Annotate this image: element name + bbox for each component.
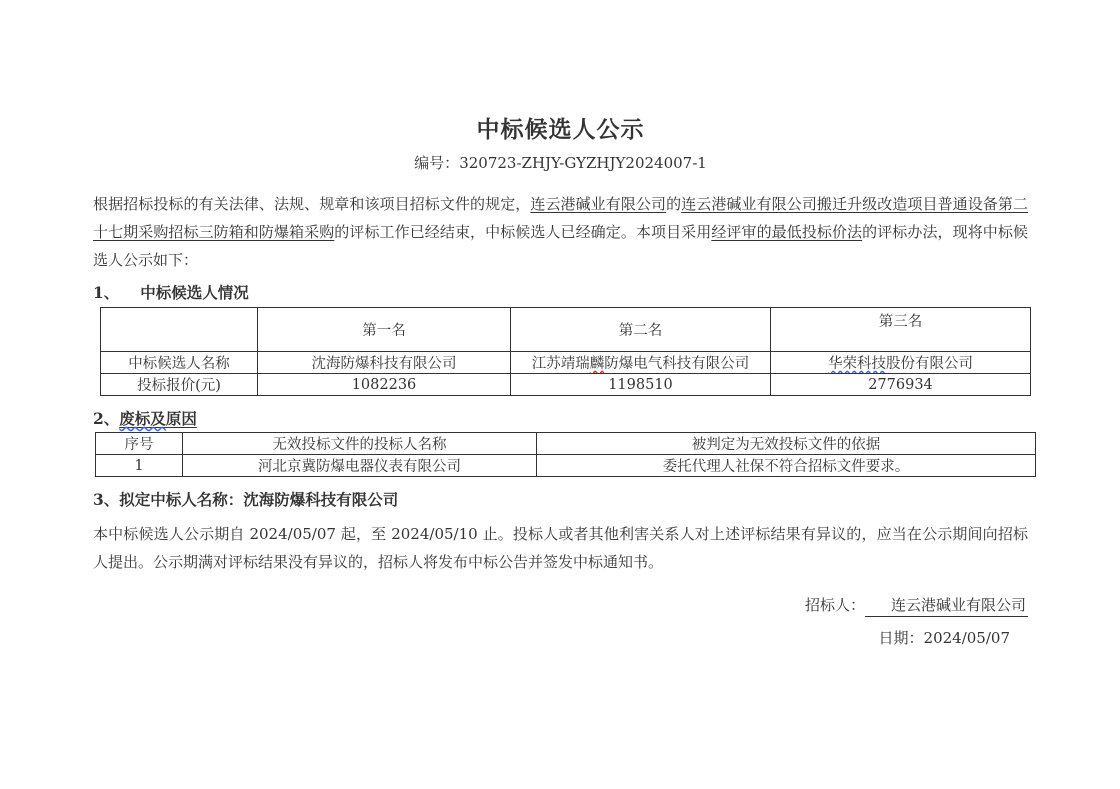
invalid-bidder-header: 无效投标文件的投标人名称 <box>183 433 537 455</box>
bid-price-row <box>101 374 1031 396</box>
tenderer-signature-name: 连云港碱业有限公司 <box>865 595 1028 617</box>
candidate-2-price: 1198510 <box>511 374 771 396</box>
section-3-text: 拟定中标人名称：沈海防爆科技有限公司 <box>119 490 399 509</box>
closing-paragraph: 本中标候选人公示期自 2024/05/07 起，至 2024/05/10 止。投标人或者其他利害关系人对上述评标结果有异议的，应当在公示期间向招标人提出。公示期满对评标结果没有异议的，招标人将发布中标公告并签发中标通知书。 <box>93 525 1028 571</box>
section-1-heading <box>93 283 1028 303</box>
candidate-3-price: 2776934 <box>771 374 1031 396</box>
section-3-heading <box>93 490 1028 510</box>
intro-text: 根据招标投标的有关法律、法规、规章和该项目招标文件的规定， <box>93 195 531 213</box>
tenderer-label: 招标人： <box>804 596 865 614</box>
intro-text: 的 <box>666 195 682 213</box>
doc-number-line <box>93 153 1028 173</box>
candidate-3-name-grammarcheck: 华荣科技 <box>828 356 886 372</box>
date-value: 2024/05/07 <box>923 629 1010 647</box>
rejected-bidder-name: 河北京冀防爆电器仪表有限公司 <box>183 455 537 477</box>
section-2-title-part: 原因 <box>165 409 197 428</box>
project-name-underlined: 连云港碱业有限公司搬迁升级改造项目普通设备第二十七期采购招标三防箱和防爆箱采购 <box>93 195 1028 241</box>
rejection-basis-header: 被判定为无效投标文件的依据 <box>537 433 1036 455</box>
section-2-heading <box>93 409 1028 429</box>
doc-number-value: 320723-ZHJY-GYZHJY2024007-1 <box>459 154 707 172</box>
page-title: 中标候选人公示 <box>476 116 645 143</box>
candidate-1-name: 沈海防爆科技有限公司 <box>258 352 511 374</box>
intro-paragraph <box>93 190 1028 274</box>
rank-3-header: 第三名 <box>771 308 1031 352</box>
rejected-bids-table <box>95 432 1036 477</box>
date-label: 日期： <box>878 629 924 647</box>
intro-text: 的评标办法，现将中标候选人公示如下： <box>93 223 1028 269</box>
evaluation-method-underlined: 经评审的最低投标价法 <box>711 223 863 241</box>
candidate-1-price: 1082236 <box>258 374 511 396</box>
candidates-table <box>100 307 1031 396</box>
section-2-title <box>119 409 197 428</box>
section-1-title: 中标候选人情况 <box>140 283 249 302</box>
rejection-reason: 委托代理人社保不符合招标文件要求。 <box>537 455 1036 477</box>
candidate-2-name-spellcheck: 麟 <box>589 356 605 372</box>
rank-2-header: 第二名 <box>511 308 771 352</box>
section-1-number: 1、 <box>93 283 120 302</box>
tenderer-signature-line <box>93 595 1028 617</box>
candidate-name-row <box>101 352 1031 374</box>
section-2-number: 2、 <box>93 409 120 428</box>
row-label: 投标报价(元) <box>101 374 258 396</box>
candidate-2-name <box>511 352 771 374</box>
rejected-bid-row <box>96 455 1036 477</box>
rejected-bid-index: 1 <box>96 455 183 477</box>
candidate-3-name <box>771 352 1031 374</box>
section-2-title-grammarcheck: 废标及 <box>119 409 166 428</box>
section-3-number: 3、 <box>93 490 120 509</box>
intro-text: 的评标工作已经结束，中标候选人已经确定。本项目采用 <box>334 223 712 241</box>
row-label: 中标候选人名称 <box>101 352 258 374</box>
candidates-header-row <box>101 308 1031 352</box>
rank-1-header: 第一名 <box>258 308 511 352</box>
rejected-bids-header-row <box>96 433 1036 455</box>
doc-number-label: 编号： <box>414 154 460 172</box>
candidate-2-name-part: 防爆电气科技有限公司 <box>604 356 750 372</box>
tenderer-name-underlined: 连云港碱业有限公司 <box>530 195 667 213</box>
index-header: 序号 <box>96 433 183 455</box>
candidate-2-name-part: 江苏靖瑞 <box>531 356 590 372</box>
date-line <box>93 628 1028 648</box>
corner-cell <box>101 308 258 352</box>
candidate-3-name-part: 股份有限公司 <box>886 356 973 372</box>
